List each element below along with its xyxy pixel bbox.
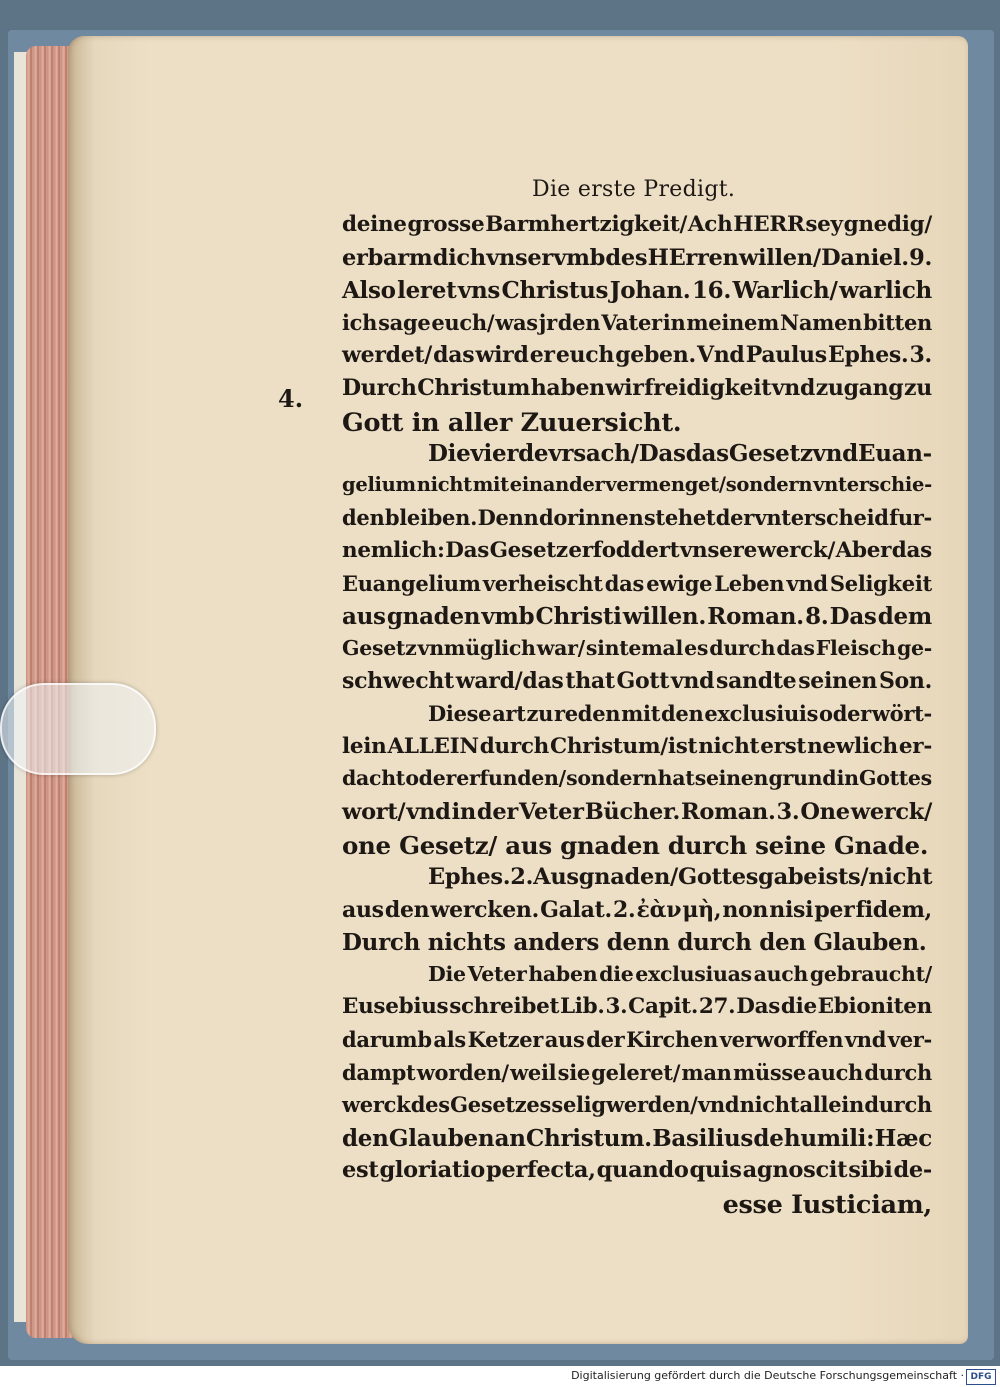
text-line: den Glauben an Christum. Basilius de humili: Hæc xyxy=(342,1124,932,1152)
text-line: Die vierde vrsach/ Das das Gesetz vnd Euan- xyxy=(428,440,932,468)
text-line: est gloriatio perfecta, quando quis agnoscit sibi de- xyxy=(342,1157,932,1184)
text-line: ich sage euch/ was jr den Vater in meinem Namen bitten xyxy=(342,309,932,335)
page-clip xyxy=(0,683,156,775)
margin-number: 4. xyxy=(278,384,304,413)
text-line: schwecht ward/das that Gott vnd sandte seinen Son. xyxy=(342,668,932,695)
text-line: nemlich: Das Gesetz erfoddert vnsere werck/ Aber das xyxy=(342,538,932,563)
footer-bar xyxy=(0,1366,1000,1387)
text-line: dampt worden/ weil sie geleret/ man müsse auch durch xyxy=(342,1059,932,1085)
text-line: werdet/ das wird er euch geben. Vnd Paulus Ephes. 3. xyxy=(342,342,932,369)
text-line: gelium nicht mit einander vermenget/sondern vnterschie- xyxy=(342,472,932,496)
text-line: Eusebius schreibet Lib. 3. Capit. 27. Das die Ebioniten xyxy=(342,994,932,1020)
text-line: Gesetz vnmüglich war/ sintemal es durch das Fleisch ge- xyxy=(342,635,932,660)
text-line: Euangelium verheischt das ewige Leben vnd Seligkeit xyxy=(342,570,932,596)
text-line: lein ALLEIN durch Christum/ist nicht erst newlich er- xyxy=(342,733,932,759)
dfg-logo: DFG xyxy=(966,1369,996,1385)
text-line: deine grosse Barmhertzigkeit/ Ach HERR sey gnedig/ xyxy=(342,212,932,237)
text-line: Diese art zu reden mit den exclusiuis oder wört- xyxy=(428,701,932,726)
running-header: Die erste Predigt. xyxy=(532,177,736,202)
text-line: aus gnaden vmb Christi willen. Roman. 8. Das dem xyxy=(342,603,932,631)
text-line: wort/ vnd in der Veter Bücher. Roman. 3. One werck/ xyxy=(342,798,932,825)
text-line: erbarm dich vnser vmb des HErren willen/ Daniel. 9. xyxy=(342,244,932,271)
book-page xyxy=(68,36,968,1344)
page-text-block xyxy=(342,36,933,1220)
text-line: werck des Gesetzes selig werden/ vnd nicht allein durch xyxy=(342,1092,932,1118)
text-line: esse Iusticiam, xyxy=(722,1190,932,1220)
text-line: den bleiben. Denn dorinnen stehet der vnterscheid fur- xyxy=(342,505,932,531)
text-line: darumb als Ketzer aus der Kirchen verworffen vnd ver- xyxy=(342,1027,932,1052)
funding-notice: Digitalisierung gefördert durch die Deutsche Forschungsgemeinschaft · xyxy=(571,1369,964,1382)
text-line: one Gesetz/ aus gnaden durch seine Gnade. xyxy=(342,831,929,861)
text-line: Gott in aller Zuuersicht. xyxy=(342,407,682,438)
text-line: Also leret vns Christus Johan. 16. Warlich/ warlich xyxy=(342,277,932,305)
text-line: Durch nichts anders denn durch den Glauben. xyxy=(342,929,927,957)
text-line: dacht oder erfunden/ sondern hat seinen grund in Gottes xyxy=(342,766,932,791)
text-line: aus den wercken. Galat. 2. ἐὰν μὴ, non nisi per fidem, xyxy=(342,896,932,923)
text-line: Ephes. 2. Aus gnaden/ Gottes gabe ists/ nicht xyxy=(428,864,933,890)
text-line: Durch Christum haben wir freidigkeit vnd zugang zu xyxy=(342,375,932,401)
text-line: Die Veter haben die exclusiuas auch gebraucht/ xyxy=(428,961,932,986)
